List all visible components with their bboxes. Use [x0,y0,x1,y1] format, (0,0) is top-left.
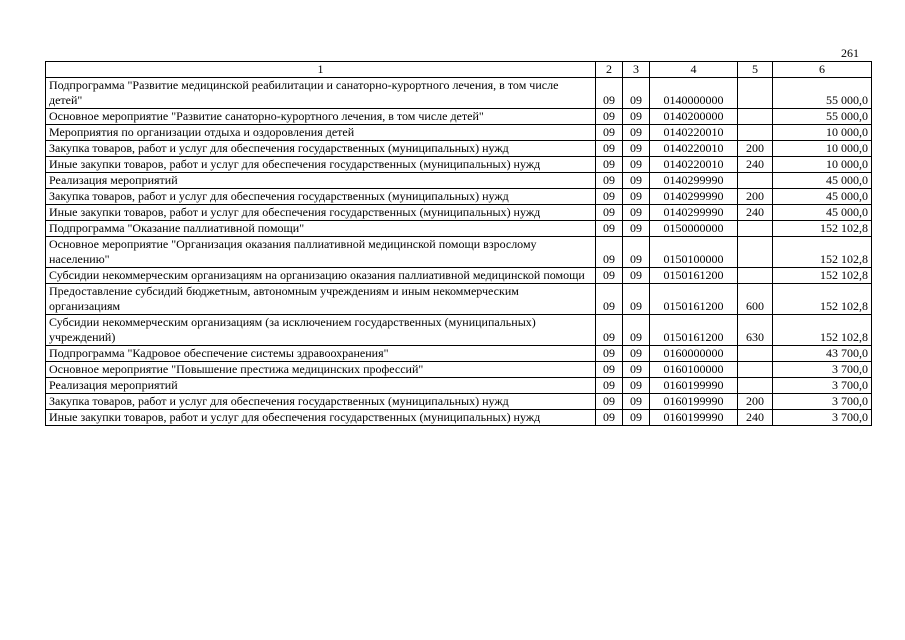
row-section-cell: 09 [596,378,623,394]
header-cell: 5 [738,62,773,78]
header-cell: 1 [46,62,596,78]
row-target-code-cell: 0150000000 [650,221,738,237]
table-row [46,362,872,378]
header-cell: 6 [773,62,872,78]
row-expense-type-cell [738,362,773,378]
row-subsection-cell: 09 [623,410,650,426]
row-subsection-cell: 09 [623,78,650,109]
row-expense-type-cell [738,125,773,141]
row-expense-type-cell: 200 [738,141,773,157]
table-row [46,141,872,157]
header-cell: 2 [596,62,623,78]
row-name-cell: Предоставление субсидий бюджетным, автономным учреждениям и иным некоммерческим организациям [46,284,596,315]
row-section-cell: 09 [596,410,623,426]
row-expense-type-cell: 240 [738,410,773,426]
row-name-cell: Подпрограмма "Кадровое обеспечение системы здравоохранения" [46,346,596,362]
row-amount-cell: 152 102,8 [773,237,872,268]
row-name-cell: Субсидии некоммерческим организациям на организацию оказания паллиативной медицинской помощи [46,268,596,284]
page-number: 261 [841,46,859,60]
row-subsection-cell: 09 [623,173,650,189]
row-section-cell: 09 [596,109,623,125]
row-name-cell: Закупка товаров, работ и услуг для обеспечения государственных (муниципальных) нужд [46,141,596,157]
table-row [46,346,872,362]
row-target-code-cell: 0140200000 [650,109,738,125]
row-section-cell: 09 [596,157,623,173]
row-expense-type-cell [738,346,773,362]
row-target-code-cell: 0150100000 [650,237,738,268]
row-subsection-cell: 09 [623,221,650,237]
row-target-code-cell: 0140000000 [650,78,738,109]
table-header-row [46,62,872,78]
row-subsection-cell: 09 [623,346,650,362]
row-name-cell: Подпрограмма "Развитие медицинской реабилитации и санаторно-курортного лечения, в том числе детей" [46,78,596,109]
row-expense-type-cell: 200 [738,189,773,205]
row-name-cell: Мероприятия по организации отдыха и оздоровления детей [46,125,596,141]
row-subsection-cell: 09 [623,141,650,157]
row-expense-type-cell: 600 [738,284,773,315]
row-target-code-cell: 0160100000 [650,362,738,378]
row-target-code-cell: 0140220010 [650,157,738,173]
table-row [46,173,872,189]
row-subsection-cell: 09 [623,394,650,410]
row-expense-type-cell: 240 [738,157,773,173]
row-section-cell: 09 [596,189,623,205]
row-expense-type-cell [738,268,773,284]
row-name-cell: Иные закупки товаров, работ и услуг для обеспечения государственных (муниципальных) нужд [46,157,596,173]
header-cell: 3 [623,62,650,78]
row-section-cell: 09 [596,284,623,315]
row-expense-type-cell [738,237,773,268]
table-body [46,78,872,426]
row-section-cell: 09 [596,394,623,410]
row-amount-cell: 45 000,0 [773,173,872,189]
table-row [46,189,872,205]
row-expense-type-cell: 240 [738,205,773,221]
row-subsection-cell: 09 [623,237,650,268]
row-name-cell: Основное мероприятие "Развитие санаторно-курортного лечения, в том числе детей" [46,109,596,125]
row-expense-type-cell [738,173,773,189]
row-section-cell: 09 [596,141,623,157]
row-amount-cell: 43 700,0 [773,346,872,362]
row-name-cell: Основное мероприятие "Организация оказания паллиативной медицинской помощи взрослому населению" [46,237,596,268]
row-target-code-cell: 0140220010 [650,125,738,141]
row-section-cell: 09 [596,125,623,141]
row-target-code-cell: 0140299990 [650,189,738,205]
row-subsection-cell: 09 [623,362,650,378]
row-name-cell: Иные закупки товаров, работ и услуг для обеспечения государственных (муниципальных) нужд [46,205,596,221]
row-section-cell: 09 [596,268,623,284]
row-subsection-cell: 09 [623,109,650,125]
budget-table [45,61,872,426]
row-subsection-cell: 09 [623,157,650,173]
row-amount-cell: 3 700,0 [773,394,872,410]
row-subsection-cell: 09 [623,378,650,394]
row-expense-type-cell [738,78,773,109]
row-amount-cell: 10 000,0 [773,125,872,141]
row-subsection-cell: 09 [623,205,650,221]
row-target-code-cell: 0160000000 [650,346,738,362]
row-amount-cell: 3 700,0 [773,378,872,394]
header-cell: 4 [650,62,738,78]
row-target-code-cell: 0140299990 [650,173,738,189]
table-row [46,378,872,394]
row-name-cell: Реализация мероприятий [46,173,596,189]
row-amount-cell: 152 102,8 [773,284,872,315]
table-row [46,268,872,284]
row-subsection-cell: 09 [623,315,650,346]
row-target-code-cell: 0150161200 [650,315,738,346]
table-row [46,205,872,221]
row-name-cell: Закупка товаров, работ и услуг для обеспечения государственных (муниципальных) нужд [46,189,596,205]
table-row [46,394,872,410]
row-section-cell: 09 [596,173,623,189]
table-row [46,237,872,268]
row-expense-type-cell: 630 [738,315,773,346]
row-amount-cell: 3 700,0 [773,362,872,378]
row-section-cell: 09 [596,78,623,109]
row-amount-cell: 45 000,0 [773,205,872,221]
row-expense-type-cell [738,378,773,394]
row-target-code-cell: 0150161200 [650,268,738,284]
row-amount-cell: 152 102,8 [773,221,872,237]
row-amount-cell: 55 000,0 [773,109,872,125]
row-target-code-cell: 0160199990 [650,394,738,410]
row-section-cell: 09 [596,362,623,378]
table-row [46,221,872,237]
table-row [46,109,872,125]
row-amount-cell: 152 102,8 [773,268,872,284]
row-target-code-cell: 0160199990 [650,410,738,426]
row-expense-type-cell [738,221,773,237]
row-section-cell: 09 [596,221,623,237]
row-expense-type-cell [738,109,773,125]
table-row [46,157,872,173]
row-name-cell: Иные закупки товаров, работ и услуг для обеспечения государственных (муниципальных) нужд [46,410,596,426]
row-subsection-cell: 09 [623,189,650,205]
table-row [46,284,872,315]
row-subsection-cell: 09 [623,284,650,315]
table-row [46,410,872,426]
row-section-cell: 09 [596,205,623,221]
row-amount-cell: 3 700,0 [773,410,872,426]
row-name-cell: Субсидии некоммерческим организациям (за исключением государственных (муниципальных) учреждений) [46,315,596,346]
row-name-cell: Основное мероприятие "Повышение престижа медицинских профессий" [46,362,596,378]
row-target-code-cell: 0160199990 [650,378,738,394]
row-amount-cell: 55 000,0 [773,78,872,109]
row-section-cell: 09 [596,237,623,268]
row-name-cell: Закупка товаров, работ и услуг для обеспечения государственных (муниципальных) нужд [46,394,596,410]
row-amount-cell: 45 000,0 [773,189,872,205]
row-target-code-cell: 0140220010 [650,141,738,157]
row-expense-type-cell: 200 [738,394,773,410]
row-subsection-cell: 09 [623,268,650,284]
row-name-cell: Подпрограмма "Оказание паллиативной помощи" [46,221,596,237]
table-row [46,315,872,346]
row-amount-cell: 152 102,8 [773,315,872,346]
row-section-cell: 09 [596,315,623,346]
table-row [46,125,872,141]
row-amount-cell: 10 000,0 [773,157,872,173]
row-amount-cell: 10 000,0 [773,141,872,157]
row-name-cell: Реализация мероприятий [46,378,596,394]
table-row [46,78,872,109]
row-target-code-cell: 0140299990 [650,205,738,221]
row-section-cell: 09 [596,346,623,362]
row-subsection-cell: 09 [623,125,650,141]
row-target-code-cell: 0150161200 [650,284,738,315]
